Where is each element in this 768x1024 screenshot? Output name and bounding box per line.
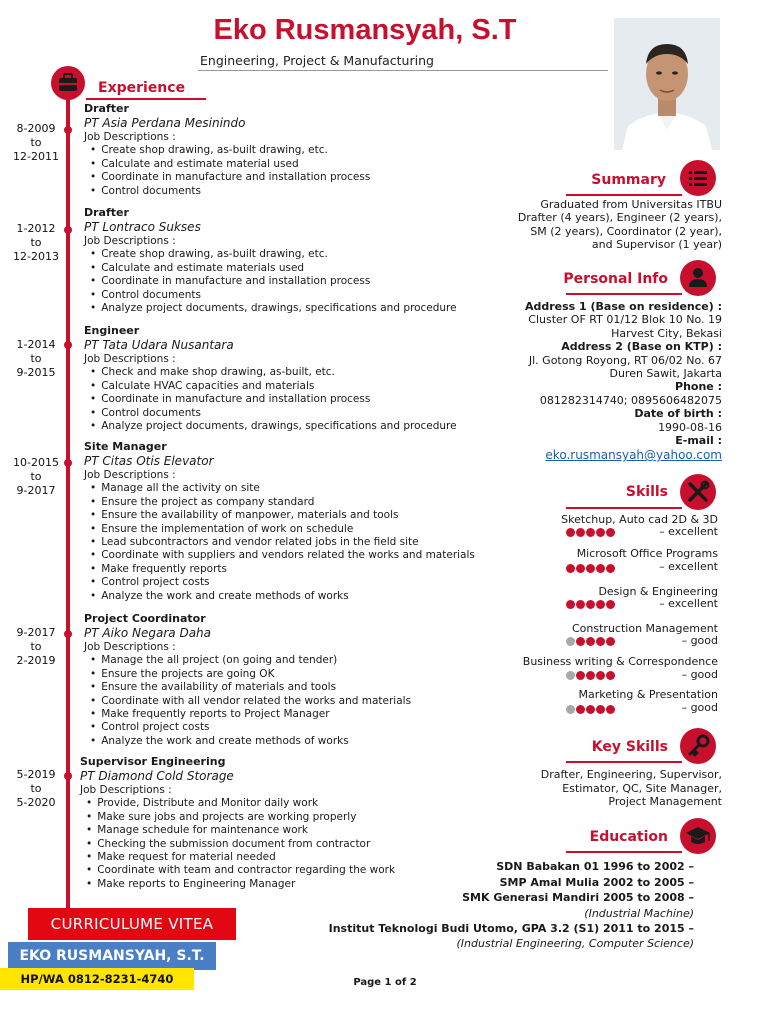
job-desc-label: Job Descriptions :	[84, 641, 176, 653]
list-item: • Ensure the availability of manpower, materials and tools	[90, 509, 504, 522]
list-item: • Create shop drawing, as-built drawing, etc.	[90, 248, 504, 261]
date-to-word: to	[30, 782, 42, 795]
job-entry	[80, 755, 500, 891]
dob-value: 1990-08-16	[658, 420, 722, 434]
list-item: • Ensure the availability of materials and tools	[90, 681, 504, 694]
job-duties	[80, 797, 500, 891]
skill-level: – excellent	[659, 597, 718, 610]
page-number: Page 1 of 2	[353, 977, 417, 988]
address1-label: Address 1 (Base on residence) :	[524, 300, 722, 313]
education-line: Institut Teknologi Budi Utomo, GPA 3.2 (S1) 2011 to 2015 –	[328, 922, 694, 935]
list-item: • Coordinate with team and contractor regarding the work	[86, 864, 500, 877]
date-to: 5-2020	[16, 796, 56, 809]
timeline-dot	[64, 772, 72, 780]
date-from: 10-2015	[13, 456, 59, 469]
skill-dot-filled	[596, 671, 605, 680]
experience-divider	[86, 98, 206, 100]
date-to-word: to	[30, 640, 42, 653]
skill-dot-filled	[576, 600, 585, 609]
person-icon	[680, 260, 716, 296]
list-item: • Provide, Distribute and Monitor daily work	[86, 797, 500, 810]
list-item: • Coordinate in manufacture and installation process	[90, 171, 504, 184]
tools-icon	[680, 474, 716, 510]
date-to-word: to	[30, 352, 42, 365]
skill-dot-filled	[576, 705, 585, 714]
job-entry	[84, 206, 504, 315]
list-item: • Coordinate in manufacture and installation process	[90, 275, 504, 288]
job-company: PT Asia Perdana Mesinindo	[84, 116, 246, 130]
skill-dot-empty	[566, 671, 575, 680]
list-item: • Control project costs	[90, 576, 504, 589]
skill-dot-filled	[576, 528, 585, 537]
skill-dot-filled	[596, 600, 605, 609]
list-item: • Manage all the activity on site	[90, 482, 504, 495]
date-to-word: to	[30, 236, 42, 249]
education-line: (Industrial Machine)	[584, 907, 694, 920]
job-entry	[84, 440, 504, 603]
address2-line: Duren Sawit, Jakarta	[609, 367, 722, 381]
timeline-dot	[64, 630, 72, 638]
education-line: (Industrial Engineering, Computer Science)	[456, 937, 694, 950]
skill-dot-filled	[606, 705, 615, 714]
email-label: E-mail :	[675, 434, 722, 448]
address2-line: Jl. Gotong Royong, RT 06/02 No. 67	[528, 353, 722, 367]
graduation-cap-icon	[680, 818, 716, 854]
list-item: • Calculate HVAC capacities and materials	[90, 380, 504, 393]
list-item: • Analyze project documents, drawings, specifications and procedure	[90, 420, 504, 433]
education-title: Education	[589, 829, 668, 845]
list-item: • Manage the all project (on going and tender)	[90, 654, 504, 667]
job-date	[6, 456, 66, 498]
email-link[interactable]: eko.rusmansyah@yahoo.com	[545, 448, 722, 462]
list-item: • Control project costs	[90, 721, 504, 734]
skill-level: – good	[681, 701, 718, 714]
skill-name: Sketchup, Auto cad 2D & 3D	[561, 513, 718, 526]
skill-dot-filled	[606, 671, 615, 680]
list-item: • Coordinate with all vendor related the works and materials	[90, 695, 504, 708]
address2-label: Address 2 (Base on KTP) :	[561, 340, 722, 354]
phone-badge: HP/WA 0812-8231-4740	[0, 968, 194, 990]
personal-info-text	[525, 300, 722, 447]
list-item: • Control documents	[90, 185, 504, 198]
list-item: • Analyze the work and create methods of works	[90, 735, 504, 748]
date-to-word: to	[30, 470, 42, 483]
list-item: • Analyze project documents, drawings, specifications and procedure	[90, 302, 504, 315]
skill-level: – good	[681, 668, 718, 681]
skill-rating	[566, 671, 615, 680]
job-entry	[84, 324, 504, 433]
education-divider	[566, 851, 682, 853]
timeline-dot	[64, 126, 72, 134]
skill-dot-empty	[566, 637, 575, 646]
job-date	[6, 122, 66, 164]
briefcase-icon	[51, 66, 85, 100]
date-from: 9-2017	[16, 626, 56, 639]
skill-dot-filled	[596, 637, 605, 646]
job-entry	[84, 612, 504, 748]
personal-info-divider	[566, 293, 682, 295]
list-item: • Make frequently reports to Project Manager	[90, 708, 504, 721]
skill-dot-filled	[586, 564, 595, 573]
list-item: • Control documents	[90, 407, 504, 420]
date-to: 12-2013	[13, 250, 59, 263]
education-line: SDN Babakan 01 1996 to 2002 –	[496, 860, 694, 873]
skill-level: – good	[681, 634, 718, 647]
skill-dot-filled	[596, 705, 605, 714]
job-desc-label: Job Descriptions :	[84, 353, 176, 365]
job-duties	[84, 366, 504, 433]
skills-divider	[566, 507, 682, 509]
candidate-name: Eko Rusmansyah, S.T	[213, 14, 517, 46]
skill-dot-filled	[586, 671, 595, 680]
list-item: • Control documents	[90, 289, 504, 302]
timeline-line	[66, 80, 70, 918]
skill-name: Marketing & Presentation	[578, 688, 718, 701]
skill-dot-empty	[566, 705, 575, 714]
timeline-dot	[64, 341, 72, 349]
date-to: 2-2019	[16, 654, 56, 667]
list-item: • Coordinate with suppliers and vendors related the works and materials	[90, 549, 504, 562]
skills-title: Skills	[625, 484, 668, 500]
list-item: • Make request for material needed	[86, 851, 500, 864]
summary-line: SM (2 years), Coordinator (2 year),	[530, 224, 722, 238]
summary-title: Summary	[591, 172, 666, 188]
skill-dot-filled	[586, 600, 595, 609]
skill-dot-filled	[586, 637, 595, 646]
skill-rating	[566, 705, 615, 714]
summary-line: Graduated from Universitas ITBU	[540, 198, 722, 211]
skill-dot-filled	[576, 637, 585, 646]
job-desc-label: Job Descriptions :	[80, 784, 172, 796]
cv-badge: CURRICULUME VITEA	[28, 908, 236, 940]
job-company: PT Aiko Negara Daha	[84, 626, 212, 640]
skill-name: Design & Engineering	[598, 585, 718, 598]
summary-line: and Supervisor (1 year)	[591, 238, 722, 252]
job-role: Drafter	[84, 102, 129, 115]
job-role: Project Coordinator	[84, 612, 206, 625]
list-item: • Ensure the implementation of work on schedule	[90, 523, 504, 536]
education-line: SMP Amal Mulia 2002 to 2005 –	[499, 876, 694, 889]
list-icon	[680, 160, 716, 196]
skill-dot-filled	[596, 564, 605, 573]
skill-dot-filled	[596, 528, 605, 537]
list-item: • Ensure the project as company standard	[90, 496, 504, 509]
date-from: 1-2012	[16, 222, 56, 235]
date-from: 8-2009	[16, 122, 56, 135]
skill-dot-filled	[586, 528, 595, 537]
phone-value: 081282314740; 0895606482075	[539, 393, 722, 407]
list-item: • Checking the submission document from contractor	[86, 838, 500, 851]
summary-line: Drafter (4 years), Engineer (2 years),	[517, 211, 722, 225]
job-company: PT Citas Otis Elevator	[84, 454, 214, 468]
key-skills-line: Drafter, Engineering, Supervisor,	[540, 768, 722, 781]
date-from: 5-2019	[16, 768, 56, 781]
profile-photo	[614, 18, 720, 150]
skill-dot-filled	[566, 564, 575, 573]
job-duties	[84, 482, 504, 603]
job-duties	[84, 248, 504, 315]
list-item: • Make reports to Engineering Manager	[86, 878, 500, 891]
timeline-dot	[64, 459, 72, 467]
list-item: • Analyze the work and create methods of works	[90, 590, 504, 603]
date-to: 9-2015	[16, 366, 56, 379]
list-item: • Coordinate in manufacture and installation process	[90, 393, 504, 406]
header-divider	[198, 70, 608, 71]
key-skills-line: Estimator, QC, Site Manager,	[562, 781, 722, 795]
skill-level: – excellent	[659, 525, 718, 538]
skill-dot-filled	[576, 671, 585, 680]
job-role: Site Manager	[84, 440, 167, 453]
list-item: • Make frequently reports	[90, 563, 504, 576]
key-skills-line: Project Management	[608, 795, 722, 808]
job-date	[6, 768, 66, 810]
job-desc-label: Job Descriptions :	[84, 469, 176, 481]
skill-dot-filled	[606, 637, 615, 646]
list-item: • Manage schedule for maintenance work	[86, 824, 500, 837]
key-skills-divider	[566, 761, 682, 763]
date-from: 1-2014	[16, 338, 56, 351]
skill-dot-filled	[606, 600, 615, 609]
date-to-word: to	[30, 136, 42, 149]
job-company: PT Lontraco Sukses	[84, 220, 201, 234]
skill-rating	[566, 528, 615, 537]
list-item: • Lead subcontractors and vendor related jobs in the field site	[90, 536, 504, 549]
summary-text	[518, 198, 722, 252]
job-desc-label: Job Descriptions :	[84, 131, 176, 143]
key-skills-text	[541, 768, 722, 809]
list-item: • Make sure jobs and projects are working properly	[86, 811, 500, 824]
skill-level: – excellent	[659, 560, 718, 573]
skill-name: Microsoft Office Programs	[576, 547, 718, 560]
skill-rating	[566, 600, 615, 609]
skill-dot-filled	[566, 528, 575, 537]
education-line: SMK Generasi Mandiri 2005 to 2008 –	[462, 891, 694, 904]
skill-dot-filled	[586, 705, 595, 714]
job-role: Engineer	[84, 324, 140, 337]
address1-line: Cluster OF RT 01/12 Blok 10 No. 19	[528, 313, 722, 327]
job-date	[6, 338, 66, 380]
job-role: Drafter	[84, 206, 129, 219]
name-badge: EKO RUSMANSYAH, S.T.	[8, 942, 216, 970]
skill-dot-filled	[606, 564, 615, 573]
phone-label: Phone :	[675, 380, 722, 394]
skill-name: Business writing & Correspondence	[522, 655, 718, 668]
dob-label: Date of birth :	[634, 407, 722, 421]
experience-title: Experience	[98, 80, 186, 96]
skill-rating	[566, 637, 615, 646]
list-item: • Check and make shop drawing, as-built, etc.	[90, 366, 504, 379]
job-desc-label: Job Descriptions :	[84, 235, 176, 247]
job-company: PT Tata Udara Nusantara	[84, 338, 234, 352]
date-to: 12-2011	[13, 150, 59, 163]
date-to: 9-2017	[16, 484, 56, 497]
key-icon	[680, 728, 716, 764]
job-role: Supervisor Engineering	[80, 755, 226, 768]
list-item: • Ensure the projects are going OK	[90, 668, 504, 681]
skill-rating	[566, 564, 615, 573]
skill-name: Construction Management	[572, 622, 718, 635]
key-skills-title: Key Skills	[591, 739, 668, 755]
skill-dot-filled	[566, 600, 575, 609]
skill-dot-filled	[576, 564, 585, 573]
job-duties	[84, 654, 504, 748]
job-duties	[84, 144, 504, 198]
candidate-subtitle: Engineering, Project & Manufacturing	[200, 53, 434, 68]
job-company: PT Diamond Cold Storage	[80, 769, 234, 783]
job-date	[6, 222, 66, 264]
skill-dot-filled	[606, 528, 615, 537]
summary-divider	[566, 194, 682, 196]
timeline-dot	[64, 226, 72, 234]
job-entry	[84, 102, 504, 198]
list-item: • Calculate and estimate materials used	[90, 262, 504, 275]
list-item: • Create shop drawing, as-built drawing, etc.	[90, 144, 504, 157]
job-date	[6, 626, 66, 668]
personal-info-title: Personal Info	[563, 271, 668, 287]
address1-line: Harvest City, Bekasi	[611, 326, 722, 340]
list-item: • Calculate and estimate material used	[90, 158, 504, 171]
